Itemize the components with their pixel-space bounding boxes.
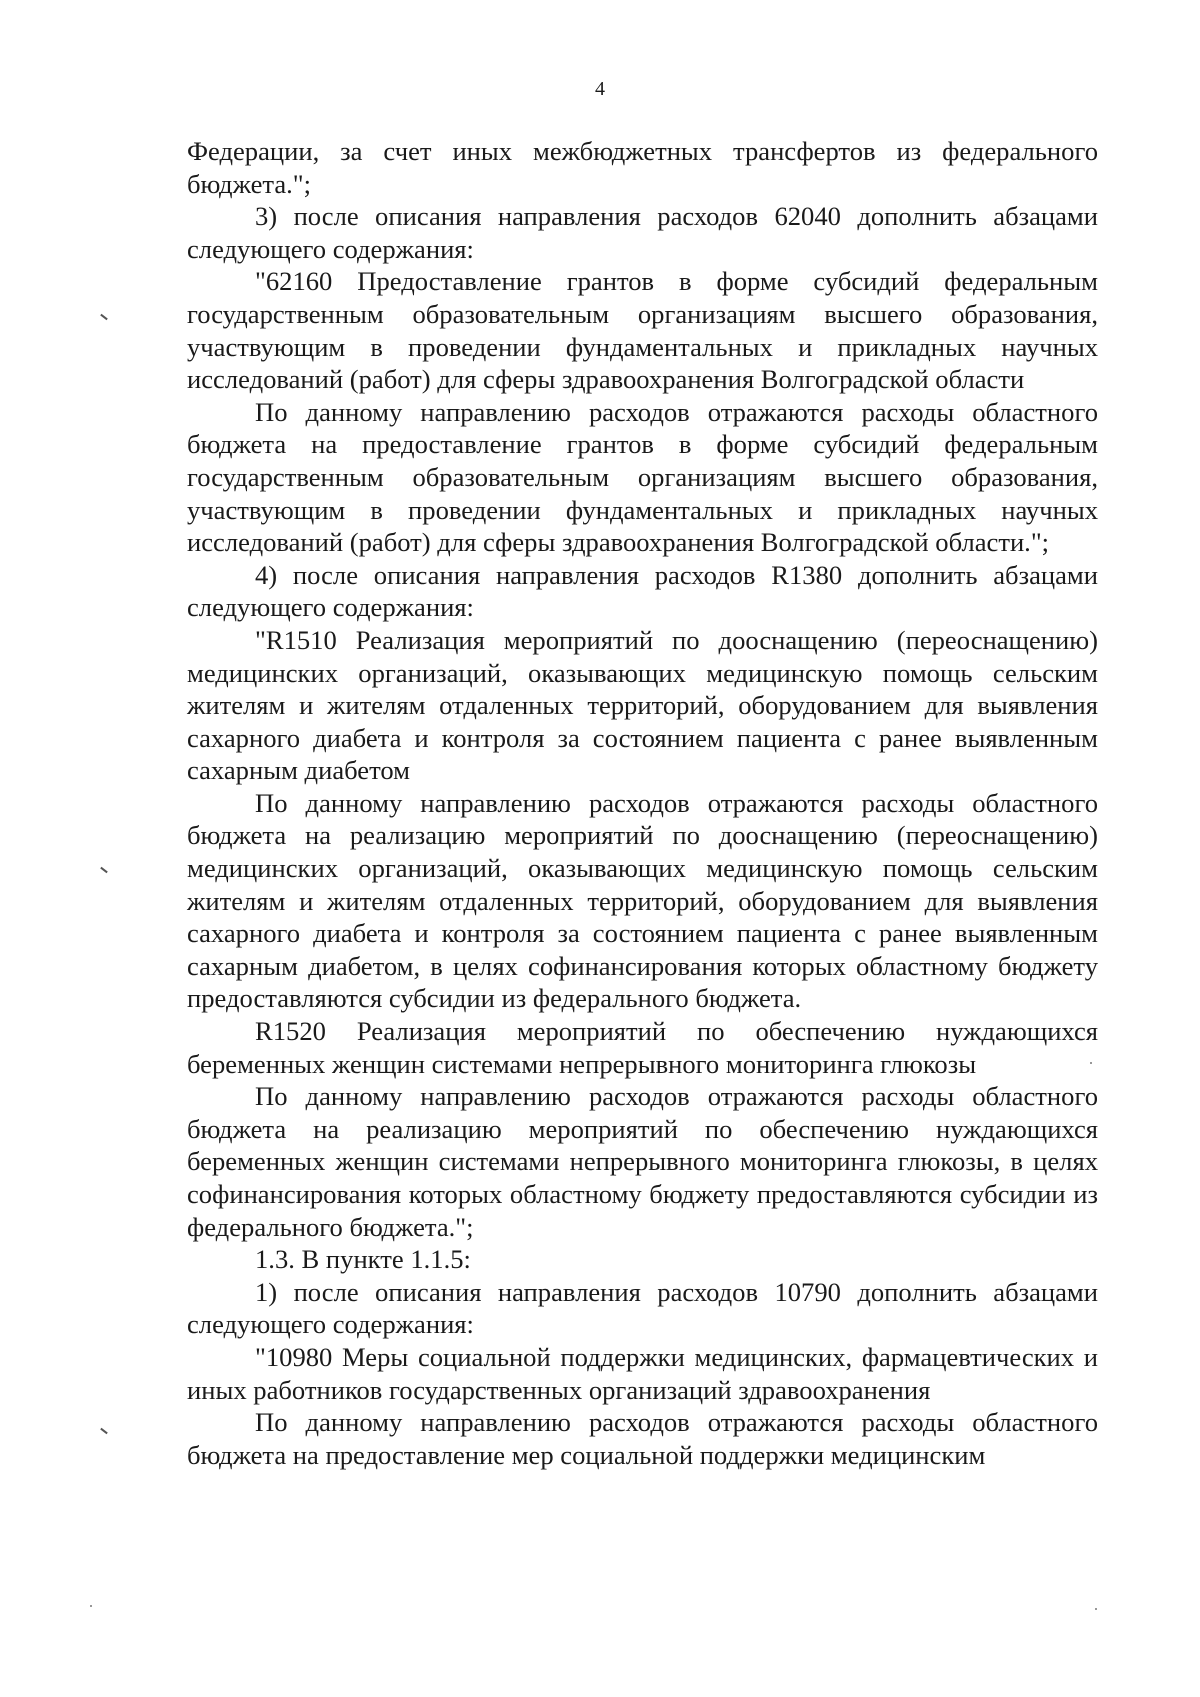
paragraph-8: R1520 Реализация мероприятий по обеспечению нуждающихся беременных женщин системами непрерывного мониторинга глюкозы — [187, 1016, 1098, 1079]
paragraph-1: Федерации, за счет иных межбюджетных трансфертов из федерального бюджета."; — [187, 136, 1098, 199]
paragraph-12: "10980 Меры социальной поддержки медицинских, фармацевтических и иных работников государственных организаций здравоохранения — [187, 1341, 1098, 1405]
paragraph-2: 3) после описания направления расходов 62040 дополнить абзацами следующего содержания: — [187, 201, 1098, 264]
paragraph-13: По данному направлению расходов отражаются расходы областного бюджета на предоставление мер социальной поддержки медицинским — [187, 1407, 1098, 1470]
paragraph-10: 1.3. В пункте 1.1.5: — [255, 1244, 471, 1275]
paragraph-4: По данному направлению расходов отражаются расходы областного бюджета на предоставление грантов в форме субсидий федеральным государственным образовательным организациям высшего образования, участвующим в проведении фундаментальных и прикладных научных исследований (работ) для сферы здравоохранения Волгоградской области."; — [187, 396, 1098, 558]
paragraph-5: 4) после описания направления расходов R1380 дополнить абзацами следующего содержания: — [187, 559, 1098, 623]
scan-mark — [100, 314, 108, 321]
scan-mark — [100, 1428, 108, 1435]
page-number: 4 — [595, 78, 605, 100]
scan-mark — [1090, 1062, 1092, 1064]
scan-mark — [1095, 1608, 1097, 1610]
scan-mark — [100, 867, 108, 874]
paragraph-11: 1) после описания направления расходов 10790 дополнить абзацами следующего содержания: — [187, 1276, 1098, 1340]
document-body — [187, 135, 1098, 1471]
paragraph-3: "62160 Предоставление грантов в форме субсидий федеральным государственным образовательным организациям высшего образования, участвующим в проведении фундаментальных и прикладных научных исследований (работ) для сферы здравоохранения Волгоградской области — [187, 266, 1098, 395]
paragraph-6: "R1510 Реализация мероприятий по дооснащению (переоснащению) медицинских организаций, оказывающих медицинскую помощь сельским жителям и жителям отдаленных территорий, оборудованием для выявления сахарного диабета и контроля за состоянием пациента с ранее выявленным сахарным диабетом — [187, 624, 1098, 786]
scan-mark — [90, 1605, 92, 1607]
paragraph-7: По данному направлению расходов отражаются расходы областного бюджета на реализацию мероприятий по дооснащению (переоснащению) медицинских организаций, оказывающих медицинскую помощь сельским жителям и жителям отдаленных территорий, оборудованием для выявления сахарного диабета и контроля за состоянием пациента с ранее выявленным сахарным диабетом, в целях софинансирования которых областному бюджету предоставляются субсидии из федерального бюджета. — [187, 787, 1098, 1014]
paragraph-9: По данному направлению расходов отражаются расходы областного бюджета на реализацию мероприятий по обеспечению нуждающихся беременных женщин системами непрерывного мониторинга глюкозы, в целях софинансирования которых областному бюджету предоставляются субсидии из федерального бюджета."; — [187, 1081, 1098, 1242]
